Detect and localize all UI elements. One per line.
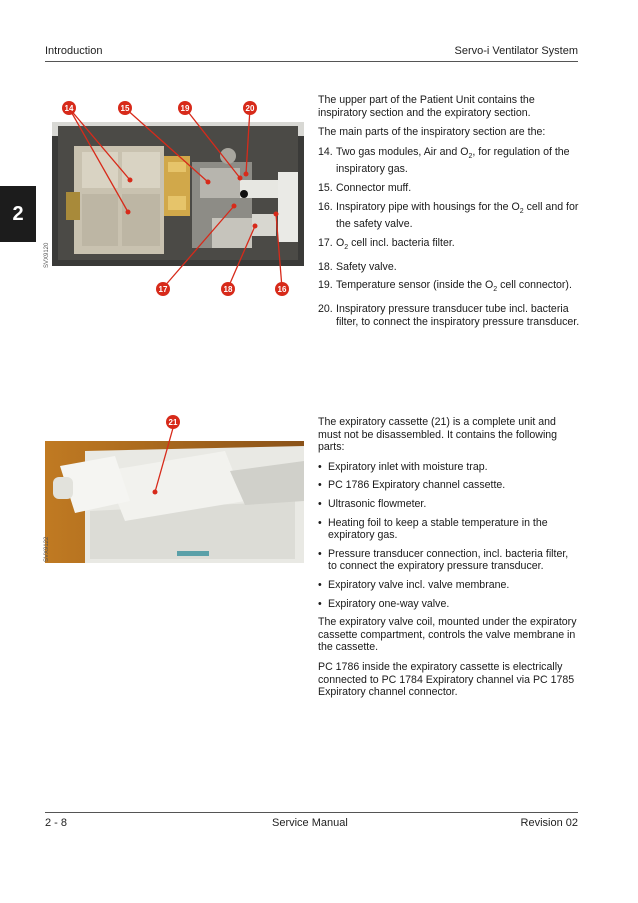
list-item: 20. Inspiratory pressure transducer tube incl. bacteria filter, to connect the inspiratory pressure transducer. bbox=[318, 302, 580, 328]
callout-20: 20 bbox=[243, 101, 257, 115]
expiratory-coil-paragraph: The expiratory valve coil, mounted under the expiratory cassette compartment, controls the valve membrane in the cassette. bbox=[318, 616, 577, 654]
header-section-title: Introduction bbox=[45, 45, 103, 57]
footer-manual-title: Service Manual bbox=[272, 817, 348, 829]
callout-19: 19 bbox=[178, 101, 192, 115]
callout-21: 21 bbox=[166, 415, 180, 429]
footer-revision: Revision 02 bbox=[520, 817, 578, 829]
chapter-tab: 2 bbox=[0, 186, 36, 242]
callout-15: 15 bbox=[118, 101, 132, 115]
list-item: • PC 1786 Expiratory channel cassette. bbox=[318, 479, 580, 492]
list-item: 17. $O_2$ cell incl. bacteria filter. bbox=[318, 236, 455, 252]
footer-rule bbox=[45, 812, 578, 813]
callout-17: 17 bbox=[156, 282, 170, 296]
inspiratory-main-parts: The main parts of the inspiratory section are the: bbox=[318, 126, 546, 139]
list-item: • Expiratory inlet with moisture trap. bbox=[318, 461, 580, 474]
list-item: • Expiratory one-way valve. bbox=[318, 598, 580, 611]
figure1-code: SVX9120 bbox=[44, 242, 50, 268]
list-item: 15. Connector muff. bbox=[318, 182, 412, 195]
list-item: 19. Temperature sensor (inside the $O_2$ cell connector). bbox=[318, 279, 572, 294]
list-item: • Expiratory valve incl. valve membrane. bbox=[318, 579, 580, 592]
list-item: • Heating foil to keep a stable temperature in the expiratory gas. bbox=[318, 517, 580, 542]
list-item: • Pressure transducer connection, incl. bacteria filter, to connect the expiratory pressure transducer. bbox=[318, 548, 580, 573]
list-item: 18. Safety valve. bbox=[318, 260, 397, 273]
list-item: 16. Inspiratory pipe with housings for the $O_2$ cell and for the safety valve. bbox=[318, 200, 579, 231]
figure2-code: SVX9122 bbox=[44, 536, 50, 562]
list-item: 14. Two gas modules, Air and $O_2$, for regulation of the inspiratory gas. bbox=[318, 145, 570, 176]
expiratory-intro: The expiratory cassette (21) is a complete unit and must not be disassembled. It contains the following parts: bbox=[318, 416, 558, 454]
page-number: 2 - 8 bbox=[45, 817, 68, 829]
list-item: • Ultrasonic flowmeter. bbox=[318, 498, 580, 511]
expiratory-pc-paragraph: PC 1786 inside the expiratory cassette is electrically connected to PC 1784 Expiratory channel via PC 1785 Expiratory channel connector. bbox=[318, 660, 575, 699]
expiratory-description bbox=[318, 416, 580, 706]
callout-16: 16 bbox=[275, 282, 289, 296]
expiratory-parts-list bbox=[318, 461, 580, 610]
callout-14: 14 bbox=[62, 101, 76, 115]
header-document-title: Servo-i Ventilator System bbox=[454, 45, 578, 57]
callout-18: 18 bbox=[221, 282, 235, 296]
inspiratory-intro: The upper part of the Patient Unit contains the inspiratory section and the expiratory section. bbox=[318, 94, 535, 119]
